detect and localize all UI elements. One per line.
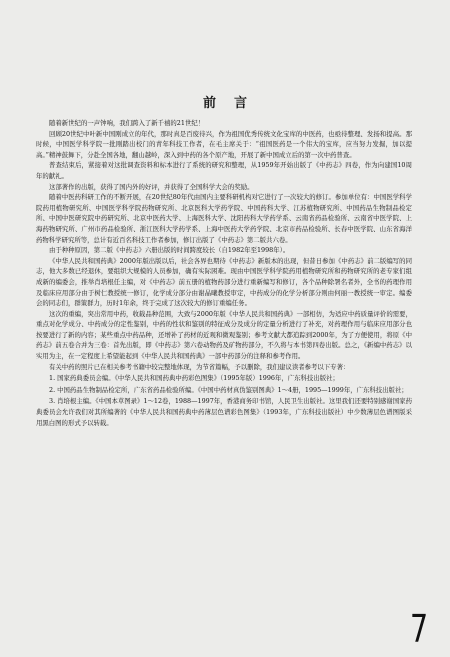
reference-list xyxy=(36,373,412,428)
paragraph: 随着新世纪的一声钟响，我们跨入了新千禧的21世纪！ xyxy=(49,119,205,127)
paragraph: 回顾20世纪中叶新中国刚成立的年代，那时真是百废待兴，作为祖国优秀传统文化宝库的中医药，也亟待整理、发扬和提高。那时候，中国医学科学院一批刚踏出校门的青年科技工作者，在毛主席关于：“祖国医药是一个伟大的宝库，应当努力发掘，加以提高。”精神鼓舞下，分赴全国各地，翻山越岭，深入到中药的各个原产地，开展了新中国成立后的第一次中药普查。 xyxy=(36,129,412,159)
page-title: 前言 xyxy=(202,96,265,111)
page-number: 7 xyxy=(409,607,428,651)
paragraph: 有关中药的照片已在相关参考书籍中较完整地体现，为节省篇幅，予以删除，我们建议读者参考以下专著： xyxy=(49,362,350,371)
paragraph: 《中华人民共和国药典》2000年版出版以后，社会各界也期待《中药志》新版本的出现，但昔日参加《中药志》前二版编写的同志，他大多数已经退休，要组织大规模的人员参加，确有实际困难。现由中国医学科学院药用植物研究所和药物研究所的老专家们组成新的编委会，推举肖培根任主编，对《中药志》前五册的植物药部分进行重新编写和修订，各个品种除署名者外，全书的药理作用及临床应用部分由于树仁教授统一修订，化学成分部分由谢晶曦教授审定，中药成分的化学分析部分则由何丽一教授统一审定。编委会的同志们，群策群力，历时1年余，终于完成了这次较大的修订重编任务。 xyxy=(36,256,412,308)
paragraph: 这部著作的出版，获得了国内外的好评，并获得了全国科学大会的奖励。 xyxy=(49,182,254,191)
reference-item: 3. 肖培根主编。《中国本草图录》1～12卷，1988—1997年，香港商务印书馆，人民卫生出版社。这里我们还要特别感谢国家药典委员会允许我们对其所编著的《中华人民共和国药典中药薄层色谱彩色图集》（1993年，广东科技出版社）中少数薄层色谱图版采用黑白图的形式予以转载。 xyxy=(36,397,412,427)
paragraph: 由于种种原因，第二版《中药志》六册出版的时间跨度较长（自1982年至1998年）。 xyxy=(49,246,290,255)
paragraph: 随着中医药科研工作的不断开展，在20世纪80年代由国内主要科研机构对它进行了一次较大的修订。参加单位有：中国医学科学院药用植物研究所、中国医学科学院药物研究所、北京医科大学药学院、中国药科大学、江苏植物研究所、中国药品生物制品检定所、中国中医研究院中药研究所、北京中医药大学、上海医科大学、沈阳药科大学药学系、云南省药品检验所、云南省中医学院、上海药物研究所、广州市药品检验所、浙江医科大学药学系、上海中医药大学药学院、北京市药品检验所、长春中医学院、山东省海洋药物科学研究所等，总计有近百名科技工作者参加，修订出版了《中药志》第二版共六卷。 xyxy=(36,193,412,244)
reference-item: 2. 中国药品生物制品检定所，广东省药品检验所编。《中国中药材真伪鉴别图典》1～4册，1995—1999年，广东科技出版社； xyxy=(49,385,408,394)
paragraph: 这次的重编，突出常用中药，收载品种范围，大致与2000年版《中华人民共和国药典》一部相仿，为适应中药质量评价的需要，重点对化学成分、中药成分的定性鉴别，中药的性状和鉴别的特征成分及成分的定量分析进行了补充，对药理作用与临床应用部分也按要进行了新的内容；某些重点中药品种，还增补了药材的近观和微观鉴别；参考文献大都追踪到2000年，为了方便使用，将原《中药志》前五卷合并为三卷：首先出版，即《中药志》第六卷动物药及矿物药部分，不久将与本书第四卷出版。总之，《新编中药志》以实用为主，在一定程度上希望能起到《中华人民共和国药典》一部中药部分的注释和参考作用。 xyxy=(36,309,412,361)
paragraph: 普查结束后，紧接着对这批调查资料和标本进行了系统的研究和整理，从1959年开始出版了《中药志》四卷，作为向建国10周年的献礼。 xyxy=(36,161,412,180)
preface-body xyxy=(36,118,412,428)
reference-item: 1. 国家药典委员会编。《中华人民共和国药典中药彩色图集》（1995年版）1996年，广东科技出版社； xyxy=(49,374,339,383)
